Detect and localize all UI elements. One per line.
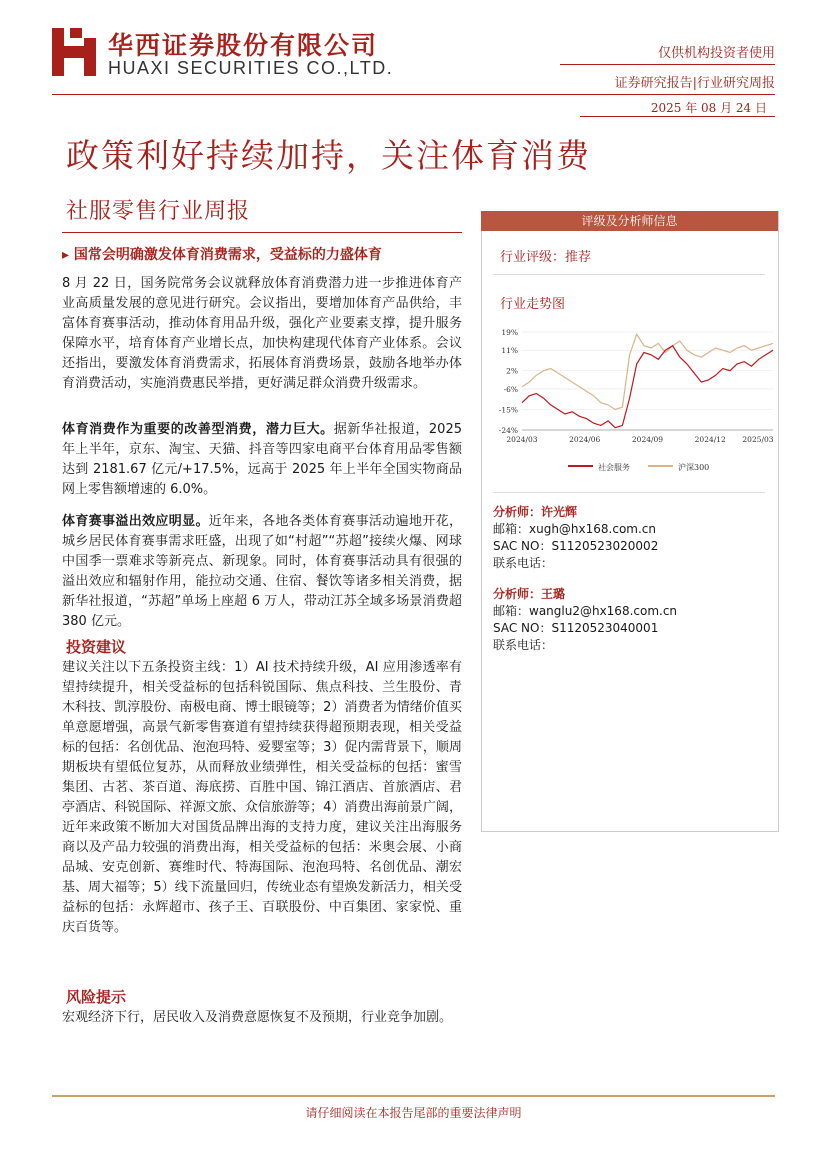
paragraph-2-lead: 体育消费作为重要的改善型消费，潜力巨大。 <box>62 422 334 437</box>
rating-rule <box>493 274 765 275</box>
y-tick-label: -15% <box>498 405 518 415</box>
company-name-cn: 华西证券股份有限公司 <box>108 31 379 60</box>
x-tick-label: 2024/12 <box>694 435 726 444</box>
invest-text: 建议关注以下五条投资主线：1）AI 技术持续升级，AI 应用渗透率有望持续提升，相关受益标的包括科锐国际、焦点科技、兰生股份、青木科技、凯淳股份、南极电商、博士眼镜等；2）消费者为情绪价值买单意愿增强，高景气新零售赛道有望持续获得超预期表现，相关受益标的包括：名创优品、泡泡玛特、爱婴室等；3）促内需背景下，顺周期板块有望低位复苏，从而释放业绩弹性，相关受益标的包括：蜜雪集团、古茗、茶百道、海底捞、百胜中国、锦江酒店、首旅酒店、君亭酒店、科锐国际、祥源文旅、众信旅游等；4）消费出海前景广阔， 近年来政策不断加大对国货品牌出海的支持力度，建议关注出海服务商以及产品力较强的消费出海，相关受益标的包括：米奥会展、小商品城、安克创新、赛维时代、特海国际、泡泡玛特、名创优品、潮宏基、周大福等；5）线下流量回归，传统业态有望焕发新活力，相关受益标的包括：永辉超市、孩子王、百联股份、中百集团、家家悦、重庆百货等。 <box>62 660 462 935</box>
analyst-2-phone: 联系电话： <box>493 638 554 652</box>
highlight-heading: ▸ 国常会明确激发体育消费需求，受益标的力盛体育 <box>62 247 382 263</box>
analyst-2-name: 分析师：王璐 <box>493 587 566 601</box>
paragraph-3-body: 近年来，各地各类体育赛事活动遍地开花，城乡居民体育赛事需求旺盛，出现了如“村超”“苏超”接续火爆、网球中国季一票难求等新亮点、新现象。同时，体育赛事活动具有很强的溢出效应和辐射作用，能拉动交通、住宿、餐饮等诸多相关消费，据新华社报道，“苏超”单场上座超 6 万人，带动江苏全域多场景消费超 380 亿元。 <box>62 514 462 629</box>
report-date: 2025 年 08 月 24 日 <box>650 101 767 115</box>
y-tick-label: 19% <box>501 328 518 337</box>
risk-heading: 风险提示 <box>66 988 127 1006</box>
analyst-1-name: 分析师：许光辉 <box>493 505 578 519</box>
risk-text: 宏观经济下行，居民收入及消费意愿恢复不及预期，行业竞争加剧。 <box>62 1010 453 1025</box>
analyst-2-email: 邮箱：wanglu2@hx168.com.cn <box>493 604 678 618</box>
paragraph-1: 8 月 22 日，国务院常务会议就释放体育消费潜力进一步推进体育产业高质量发展的意见进行研究。会议指出，要增加体育产品供给，丰富体育赛事活动，推动体育用品升级，强化产业要素支撑，提升服务保障水平，培育体育产业增长点，加快构建现代体育产业体系。会议还指出，要激发体育消费需求，拓展体育消费场景，鼓励各地举办体育消费活动，实施消费惠民举措，更好满足群众消费升级需求。 <box>62 276 462 391</box>
date-rule <box>580 116 775 117</box>
paragraph-2 <box>62 420 462 500</box>
series-line-1 <box>522 346 773 428</box>
industry-rating: 行业评级：推荐 <box>500 250 592 265</box>
paragraph-3 <box>62 512 462 632</box>
y-tick-label: 2% <box>506 366 518 376</box>
analyst-2-sac: SAC NO：S1120523040001 <box>493 621 659 635</box>
analyst-1-phone: 联系电话： <box>493 556 554 570</box>
chart-rule <box>493 492 765 493</box>
y-tick-label: -6% <box>503 384 518 394</box>
huaxi-logo-icon <box>52 28 96 76</box>
invest-heading: 投资建议 <box>66 638 127 656</box>
paragraph-2-body: 据新华社报道，2025 年上半年，京东、淘宝、天猫、抖音等四家电商平台体育用品零售额达到 2181.67 亿元/+17.5%，远高于 2025 年上半年全国实物商品网上零售额增速的 6.0%。 <box>62 422 462 497</box>
analyst-1-sac: SAC NO：S1120523020002 <box>493 539 659 553</box>
report-title: 政策利好持续加持，关注体育消费 <box>66 136 591 175</box>
report-subtitle: 社服零售行业周报 <box>66 199 251 224</box>
company-name-en: HUAXI SECURITIES CO.,LTD. <box>108 58 394 78</box>
x-tick-label: 2024/06 <box>569 435 601 444</box>
series-line-2 <box>522 334 773 409</box>
side-panel-header: 评级及分析师信息 <box>481 211 778 231</box>
legend-label-series1: 社会服务 <box>598 463 630 472</box>
trend-chart <box>488 320 778 480</box>
y-tick-label: 11% <box>501 346 518 356</box>
header-divider <box>560 64 775 65</box>
trend-label: 行业走势图 <box>500 297 566 312</box>
header-rule <box>52 94 775 95</box>
x-tick-label: 2024/09 <box>631 435 664 444</box>
analyst-1-email: 邮箱：xugh@hx168.com.cn <box>493 522 657 536</box>
subtitle-rule <box>62 232 462 233</box>
report-type: 证券研究报告|行业研究周报 <box>614 76 775 91</box>
legal-notice: 请仔细阅读在本报告尾部的重要法律声明 <box>305 1106 522 1120</box>
legend-label-series2: 沪深300 <box>678 463 710 472</box>
audience-note: 仅供机构投资者使用 <box>657 46 775 61</box>
footer-rule <box>52 1095 775 1097</box>
paragraph-3-lead: 体育赛事溢出效应明显。 <box>62 514 209 529</box>
x-tick-label: 2024/03 <box>506 435 538 444</box>
y-tick-label: -24% <box>498 426 518 435</box>
x-tick-label: 2025/03 <box>742 435 774 444</box>
